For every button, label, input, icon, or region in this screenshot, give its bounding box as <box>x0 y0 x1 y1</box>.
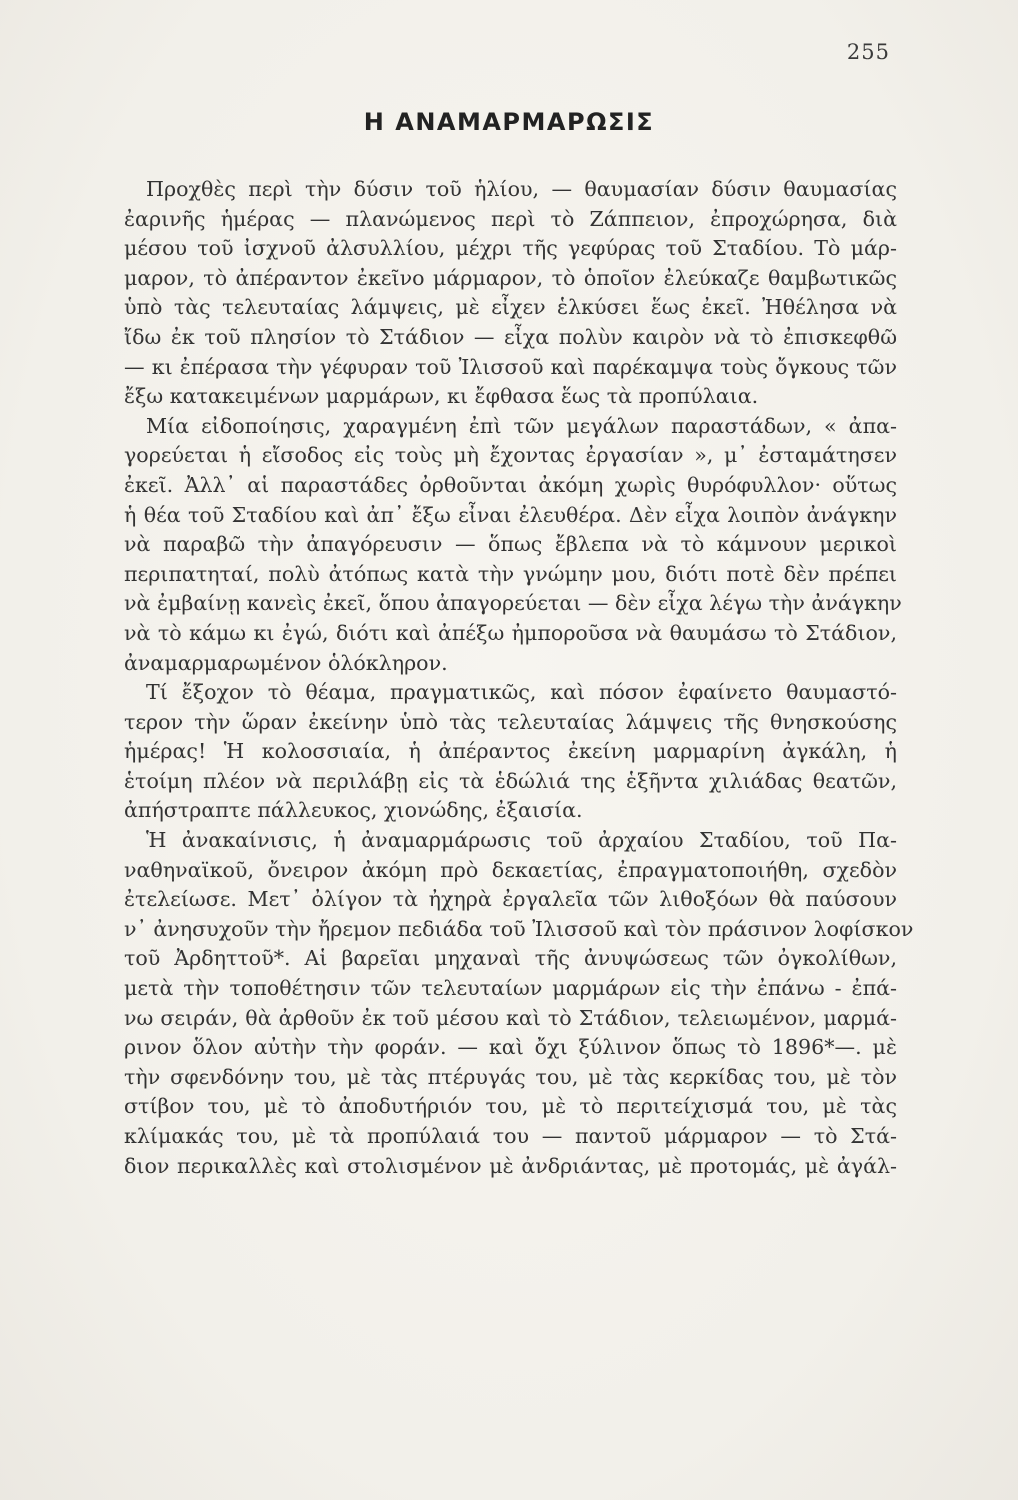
text-line: ἀπήστραπτε πάλλευκος, χιονώδης, ἐξαισία. <box>124 798 583 823</box>
text-line: — κι ἐπέρασα τὴν γέφυραν τοῦ Ἰλισσοῦ καὶ παρέκαμψα τοὺς ὄγκους τῶν <box>124 354 897 379</box>
text-line: ἐαρινῆς ἡμέρας — πλανώμενος περὶ τὸ Ζάππειον, ἐπροχώρησα, διὰ <box>124 206 897 231</box>
body-text <box>124 175 914 1181</box>
text-line: τὴν σφενδόνην του, μὲ τὰς πτέρυγάς του, μὲ τὰς κερκίδας του, μὲ τὸν <box>124 1064 897 1089</box>
text-line: κλίμακάς του, μὲ τὰ προπύλαιά του — παντοῦ μάρμαρον — τὸ Στά- <box>124 1124 897 1148</box>
text-line: Τί ἔξοχον τὸ θέαμα, πραγματικῶς, καὶ πόσον ἐφαίνετο θαυμαστό- <box>146 680 897 705</box>
text-line: Προχθὲς περὶ τὴν δύσιν τοῦ ἡλίου, — θαυμασίαν δύσιν θαυμασίας <box>146 177 897 201</box>
text-line: Μία εἰδοποίησις, χαραγμένη ἐπὶ τῶν μεγάλων παραστάδων, « ἀπα- <box>146 413 897 438</box>
text-line: νω σειράν, θὰ ἀρθοῦν ἐκ τοῦ μέσου καὶ τὸ Στάδιον, τελειωμένον, μαρμά- <box>124 1005 897 1030</box>
text-line: τερον τὴν ὥραν ἐκείνην ὑπὸ τὰς τελευταίας λάμψεις τῆς θνησκούσης <box>124 709 897 734</box>
text-line: μέσου τοῦ ἰσχνοῦ ἀλσυλλίου, μέχρι τῆς γεφύρας τοῦ Σταδίου. Τὸ μάρ- <box>124 236 897 261</box>
text-line: νὰ τὸ κάμω κι ἐγώ, διότι καὶ ἀπέξω ἠμποροῦσα νὰ θαυμάσω τὸ Στάδιον, <box>124 620 897 645</box>
text-line: ν᾽ ἀνησυχοῦν τὴν ἤρεμον πεδιάδα τοῦ Ἰλισσοῦ καὶ τὸν πράσινον λοφίσκον <box>124 916 914 941</box>
text-line: ρινον ὅλον αὐτὴν τὴν φοράν. — καὶ ὄχι ξύλινον ὅπως τὸ 1896*—. μὲ <box>124 1035 897 1060</box>
text-line: περιπατηταί, πολὺ ἀτόπως κατὰ τὴν γνώμην μου, διότι ποτὲ δὲν πρέπει <box>124 561 897 586</box>
page-number: 255 <box>846 40 890 64</box>
text-line: ναθηναϊκοῦ, ὄνειρον ἀκόμη πρὸ δεκαετίας, ἐπραγματοποιήθη, σχεδὸν <box>124 857 897 882</box>
text-line: ὑπὸ τὰς τελευταίας λάμψεις, μὲ εἶχεν ἑλκύσει ἕως ἐκεῖ. Ἠθέλησα νὰ <box>124 295 897 320</box>
text-line: στίβον του, μὲ τὸ ἀποδυτήριόν του, μὲ τὸ περιτείχισμά του, μὲ τὰς <box>124 1094 897 1119</box>
text-line: γορεύεται ἡ εἴσοδος εἰς τοὺς μὴ ἔχοντας ἐργασίαν », μ᾽ ἐσταμάτησεν <box>124 443 897 468</box>
text-line: μαρον, τὸ ἀπέραντον ἐκεῖνο μάρμαρον, τὸ ὁποῖον ἐλεύκαζε θαμβωτικῶς <box>124 265 897 290</box>
text-line: νὰ ἐμβαίνῃ κανεὶς ἐκεῖ, ὅπου ἀπαγορεύεται — δὲν εἶχα λέγω τὴν ἀνάγκην <box>124 591 902 616</box>
text-line: ἡ θέα τοῦ Σταδίου καὶ ἀπ᾽ ἔξω εἶναι ἐλευθέρα. Δὲν εἶχα λοιπὸν ἀνάγκην <box>124 502 897 527</box>
text-line: ἡμέρας! Ἡ κολοσσιαία, ἡ ἀπέραντος ἐκείνη μαρμαρίνη ἀγκάλη, ἡ <box>124 739 897 764</box>
text-line: ἴδω ἐκ τοῦ πλησίον τὸ Στάδιον — εἶχα πολὺν καιρὸν νὰ τὸ ἐπισκεφθῶ <box>124 324 897 349</box>
text-line: ἐκεῖ. Ἀλλ᾽ αἱ παραστάδες ὀρθοῦνται ἀκόμη χωρὶς θυρόφυλλον· οὕτως <box>124 472 897 497</box>
text-line: ἀναμαρμαρωμένον ὁλόκληρον. <box>124 650 448 675</box>
chapter-title: Η ΑΝΑΜΑΡΜΑΡΩΣΙΣ <box>363 108 655 136</box>
text-line: ἑτοίμη πλέον νὰ περιλάβῃ εἰς τὰ ἑδώλιά της ἑξῆντα χιλιάδας θεατῶν, <box>124 768 897 793</box>
text-line: ἔξω κατακειμένων μαρμάρων, κι ἔφθασα ἕως τὰ προπύλαια. <box>124 384 759 409</box>
text-line: ἐτελείωσε. Μετ᾽ ὀλίγον τὰ ἠχηρὰ ἐργαλεῖα τῶν λιθοξόων θὰ παύσουν <box>124 887 897 912</box>
text-line: Ἡ ἀνακαίνισις, ἡ ἀναμαρμάρωσις τοῦ ἀρχαίου Σταδίου, τοῦ Πα- <box>146 828 897 853</box>
text-line: μετὰ τὴν τοποθέτησιν τῶν τελευταίων μαρμάρων εἰς τὴν ἐπάνω - ἐπά- <box>124 976 897 1001</box>
text-line: διον περικαλλὲς καὶ στολισμένον μὲ ἀνδριάντας, μὲ προτομάς, μὲ ἀγάλ- <box>124 1153 897 1178</box>
text-line: τοῦ Ἀρδηττοῦ*. Αἱ βαρεῖαι μηχαναὶ τῆς ἀνυψώσεως τῶν ὀγκολίθων, <box>124 946 897 971</box>
text-line: νὰ παραβῶ τὴν ἀπαγόρευσιν — ὅπως ἔβλεπα νὰ τὸ κάμνουν μερικοὶ <box>124 532 897 557</box>
